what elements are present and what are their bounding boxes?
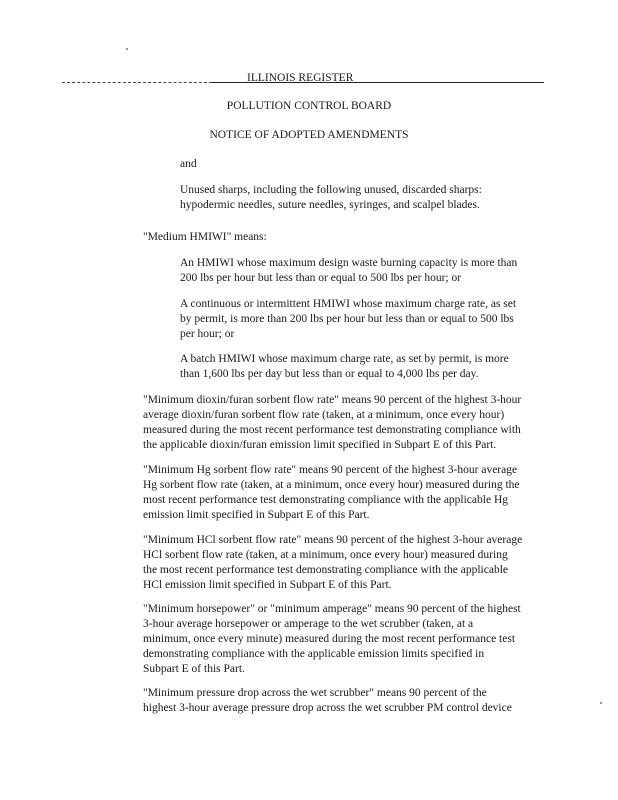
paragraph-line: Subpart E of this Part. (143, 663, 245, 675)
paragraph-line: "Minimum dioxin/furan sorbent flow rate" means 90 percent of the highest 3-hour (143, 394, 522, 406)
paragraph-line: Hg sorbent flow rate (taken, at a minimum, once every hour) measured during the (143, 479, 520, 491)
medium-hmiwi-clause-a (180, 256, 550, 286)
paragraph-line: average dioxin/furan sorbent flow rate (taken, at a minimum, once every hour) (143, 409, 505, 421)
definition-minimum-horsepower (143, 602, 553, 677)
definition-dioxin-sorbent (143, 393, 553, 453)
medium-hmiwi-intro: "Medium HMIWI" means: (143, 231, 267, 243)
paragraph-line: "Minimum Hg sorbent flow rate" means 90 percent of the highest 3-hour average (143, 464, 518, 476)
paragraph-line: "Minimum HCl sorbent flow rate" means 90 percent of the highest 3-hour average (143, 534, 523, 546)
paragraph-line: emission limit specified in Subpart E of this Part. (143, 509, 370, 521)
paragraph-line: hypodermic needles, suture needles, syringes, and scalpel blades. (180, 199, 480, 211)
paragraph-line: A batch HMIWI whose maximum charge rate, as set by permit, is more (180, 353, 509, 365)
notice-title: NOTICE OF ADOPTED AMENDMENTS (209, 129, 409, 141)
and-connector: and (180, 158, 197, 170)
paragraph-line: the most recent performance test demonstrating compliance with the applicable (143, 564, 508, 576)
paragraph-line: the applicable dioxin/furan emission limit specified in Subpart E of this Part. (143, 439, 497, 451)
header-rule-left (62, 82, 212, 84)
paragraph-line: demonstrating compliance with the applicable emission limits specified in (143, 648, 485, 660)
board-title: POLLUTION CONTROL BOARD (226, 100, 392, 112)
paragraph-line: HCl sorbent flow rate (taken, at a minimum, once every hour) measured during (143, 549, 508, 561)
paragraph-line: Unused sharps, including the following unused, discarded sharps: (180, 184, 482, 196)
paragraph-line: per hour; or (180, 328, 235, 340)
paragraph-line: "Minimum pressure drop across the wet scrubber" means 90 percent of the (143, 687, 487, 699)
medium-hmiwi-clause-c (180, 352, 550, 382)
paragraph-line: than 1,600 lbs per day but less than or equal to 4,000 lbs per day. (180, 368, 479, 380)
paragraph-line: most recent performance test demonstrating compliance with the applicable Hg (143, 494, 508, 506)
medium-hmiwi-clause-b (180, 297, 550, 342)
scan-speck (600, 702, 602, 704)
definition-pressure-drop (143, 686, 553, 716)
scan-speck (126, 48, 128, 50)
definition-hg-sorbent (143, 463, 553, 523)
paragraph-line: 200 lbs per hour but less than or equal to 500 lbs per hour; or (180, 272, 462, 284)
register-title: ILLINOIS REGISTER (247, 72, 354, 84)
paragraph-line: A continuous or intermittent HMIWI whose maximum charge rate, as set (180, 298, 517, 310)
unused-sharps-paragraph (180, 183, 540, 213)
paragraph-line: minimum, once every minute) measured during the most recent performance test (143, 633, 516, 645)
paragraph-line: 3-hour average horsepower or amperage to the wet scrubber (taken, at a (143, 618, 474, 630)
paragraph-line: "Minimum horsepower" or "minimum amperage" means 90 percent of the highest (143, 603, 521, 615)
paragraph-line: measured during the most recent performance test demonstrating compliance with (143, 424, 521, 436)
definition-hcl-sorbent (143, 533, 553, 593)
paragraph-line: HCl emission limit specified in Subpart E of this Part. (143, 579, 392, 591)
paragraph-line: by permit, is more than 200 lbs per hour but less than or equal to 500 lbs (180, 313, 514, 325)
paragraph-line: An HMIWI whose maximum design waste burning capacity is more than (180, 257, 518, 269)
paragraph-line: highest 3-hour average pressure drop across the wet scrubber PM control device (143, 702, 512, 714)
